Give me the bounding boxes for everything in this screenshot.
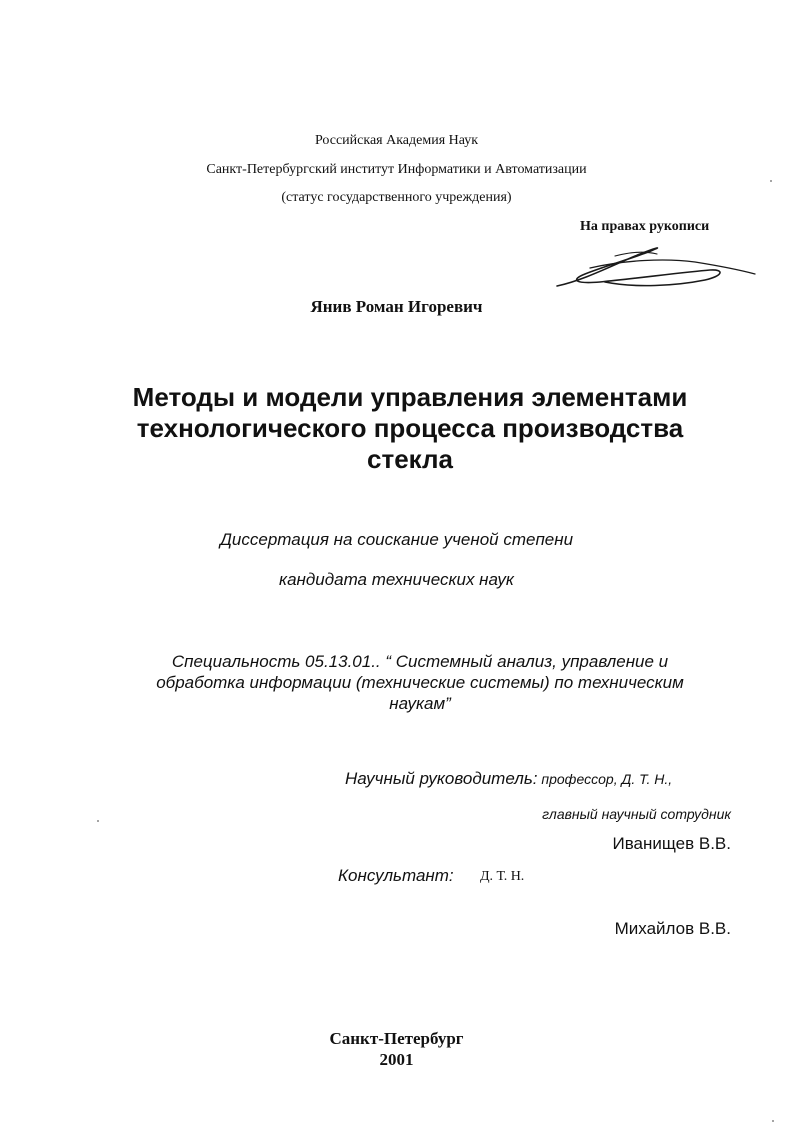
specialty-line-3: наукам”: [389, 694, 451, 713]
rights-note: На правах рукописи: [580, 219, 710, 234]
specialty-block: [110, 651, 730, 714]
scan-speck: [770, 180, 772, 182]
supervisor-label: Научный руководитель:: [345, 769, 538, 788]
scan-speck: [97, 820, 99, 822]
specialty-line-2: обработка информации (технические системы) по техническим: [156, 673, 684, 692]
institute-name: Санкт-Петербургский институт Информатики и Автоматизации: [206, 162, 587, 177]
signature-image: [545, 242, 760, 297]
supervisor-degree: профессор, Д. Т. Н.,: [537, 771, 673, 787]
supervisor-name: Иванищев В.В.: [612, 834, 731, 853]
subtitle-line-2: кандидата технических наук: [279, 570, 514, 589]
subtitle-line-1: Диссертация на соискание ученой степени: [219, 530, 574, 549]
supervisor-position: главный научный сотрудник: [542, 806, 731, 822]
city: Санкт-Петербург: [329, 1029, 464, 1048]
consultant-name: Михайлов В.В.: [614, 919, 731, 938]
consultant-label: Консультант:: [338, 866, 454, 885]
dissertation-title: [80, 382, 740, 475]
academy-name: Российская Академия Наук: [314, 133, 479, 148]
author-name: Янив Роман Игоревич: [310, 297, 483, 316]
specialty-line-1: Специальность 05.13.01.. “ Системный анализ, управление и: [171, 652, 669, 671]
title-line-3: стекла: [367, 444, 453, 474]
supervisor-line: [345, 769, 672, 789]
title-line-2: технологического процесса производства: [136, 413, 684, 443]
year: 2001: [379, 1050, 414, 1069]
consultant-degree: Д. Т. Н.: [480, 869, 525, 884]
title-line-1: Методы и модели управления элементами: [132, 382, 688, 412]
institution-status: (статус государственного учреждения): [281, 190, 512, 205]
